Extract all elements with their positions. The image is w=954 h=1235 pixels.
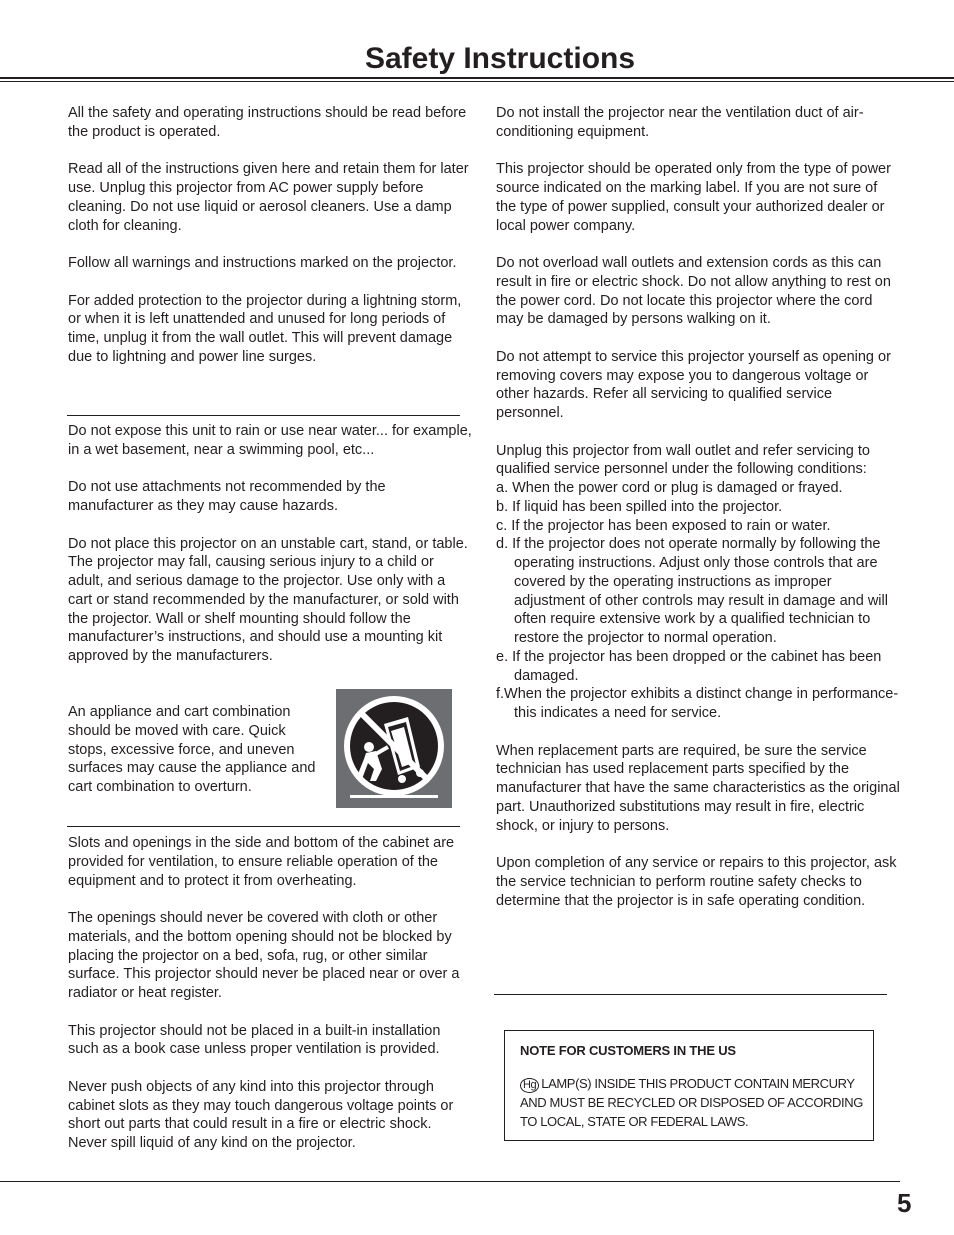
paragraph: Do not install the projector near the ventilation duct of air-conditioning equipment. — [496, 105, 864, 140]
footer-rule — [0, 1181, 900, 1182]
paragraph: Slots and openings in the side and bottom of the cabinet are provided for ventilation, to ensure reliable operation of the equipment and to protect it from overheating. — [68, 835, 455, 889]
cart-warning-graphic — [336, 689, 452, 808]
left-block-1 — [68, 104, 473, 367]
condition-item: d. If the projector does not operate normally by following the operating instructions. Adjust only those controls that are covered by the operating instructions as improper adjustment of other controls may result in damage and will often require extensive work by a qualified technician to restore the projector to normal operation. — [496, 536, 888, 646]
paragraph: All the safety and operating instructions should be read before the product is operated. — [68, 105, 467, 140]
us-customer-note — [504, 1030, 874, 1141]
condition-item: c. If the projector has been exposed to rain or water. — [496, 517, 831, 534]
paragraph: Do not use attachments not recommended by the manufacturer as they may cause hazards. — [68, 479, 386, 514]
section-divider — [67, 415, 460, 416]
paragraph: This projector should be operated only from the type of power source indicated on the marking label. If you are not sure of the type of power supplied, consult your authorized dealer or local power company. — [496, 161, 891, 234]
right-column — [496, 104, 900, 910]
page-number: 5 — [897, 1188, 912, 1218]
note-title: NOTE FOR CUSTOMERS IN THE US — [520, 1043, 736, 1058]
paragraph: Do not expose this unit to rain or use near water... for example, in a wet basement, near a swimming pool, etc... — [68, 423, 472, 458]
paragraph: Unplug this projector from wall outlet and refer servicing to qualified service personnel under the following conditions: — [496, 442, 870, 478]
paragraph: The openings should never be covered with cloth or other materials, and the bottom opening should not be blocked by placing the projector on a bed, sofa, rug, or other similar surface. This projector should never be placed near or over a radiator or heat register. — [68, 910, 460, 1001]
cart-warning-text — [68, 703, 320, 797]
condition-item: b. If liquid has been spilled into the projector. — [496, 498, 783, 515]
page-title: Safety Instructions — [364, 42, 636, 75]
paragraph: An appliance and cart combination should be moved with care. Quick stops, excessive force, and uneven surfaces may cause the appliance and cart combination to overturn. — [68, 704, 316, 795]
paragraph: Do not overload wall outlets and extension cords as this can result in fire or electric shock. Do not allow anything to rest on the power cord. Do not locate this projector where the cord may be damaged by persons walking on it. — [496, 255, 891, 328]
header-rule — [0, 77, 954, 79]
cart-tip-over-warning-icon — [336, 689, 452, 808]
paragraph: For added protection to the projector during a lightning storm, or when it is left unattended and unused for long periods of time, unplug it from the wall outlet. This will prevent damage due to lightning and power line surges. — [68, 292, 462, 365]
note-text: LAMP(S) INSIDE THIS PRODUCT CONTAIN MERCURY AND MUST BE RECYCLED OR DISPOSED OF ACCORDING TO LOCAL, STATE OR FEDERAL LAWS. — [520, 1076, 863, 1129]
paragraph: Upon completion of any service or repairs to this projector, ask the service technician to perform routine safety checks to determine that the projector is in safe operating condition. — [496, 855, 897, 909]
paragraph: Do not place this projector on an unstable cart, stand, or table. The projector may fall, causing serious injury to a child or adult, and serious damage to the projector. Use only with a cart or stand recommended by the manufacturer, or sold with the projector. Wall or shelf mounting should follow the manufacturer’s instructions, and should use a mounting kit approved by the manufacturers. — [68, 535, 468, 664]
paragraph: Do not attempt to service this projector yourself as opening or removing covers may expose you to dangerous voltage or other hazards. Refer all servicing to qualified service personnel. — [496, 348, 891, 421]
section-divider — [67, 826, 460, 827]
header-rule-thin — [0, 81, 954, 82]
section-divider — [494, 994, 887, 995]
paragraph: Read all of the instructions given here and retain them for later use. Unplug this projector from AC power supply before cleaning. Do not use liquid or aerosol cleaners. Use a damp cloth for cleaning. — [68, 161, 469, 234]
paragraph: Never push objects of any kind into this projector through cabinet slots as they may touch dangerous voltage points or short out parts that could result in a fire or electric shock. Never spill liquid of any kind on the projector. — [68, 1078, 454, 1151]
condition-item: a. When the power cord or plug is damaged or frayed. — [496, 480, 843, 496]
left-block-3 — [68, 834, 473, 1153]
condition-item: f.When the projector exhibits a distinct change in performance-this indicates a need for service. — [496, 686, 899, 721]
mercury-symbol-icon: Hg — [520, 1078, 539, 1093]
left-block-2 — [68, 422, 473, 666]
paragraph: This projector should not be placed in a built-in installation such as a book case unless proper ventilation is provided. — [68, 1022, 441, 1058]
paragraph: When replacement parts are required, be sure the service technician has used replacement parts specified by the manufacturer that have the same characteristics as the original part. Unauthorized substitutions may result in fire, electric shock, or injury to persons. — [496, 742, 900, 834]
condition-item: e. If the projector has been dropped or the cabinet has been damaged. — [496, 648, 882, 684]
paragraph: Follow all warnings and instructions marked on the projector. — [68, 255, 457, 271]
note-body — [520, 1074, 865, 1131]
